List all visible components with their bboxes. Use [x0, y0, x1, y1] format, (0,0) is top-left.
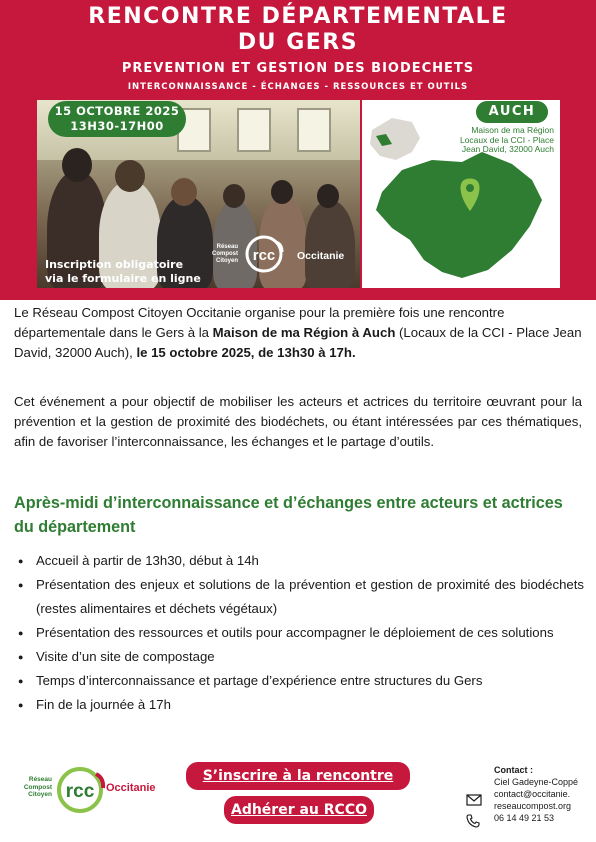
- page-title-line1: RENCONTRE DÉPARTEMENTALE: [88, 4, 508, 29]
- section-heading: Après-midi d’interconnaissance et d’échanges entre acteurs et actrices du département: [14, 494, 563, 536]
- agenda-list: [14, 549, 584, 717]
- list-item: ● Visite d’un site de compostage: [14, 645, 584, 669]
- page-subtitle: PREVENTION ET GESTION DES BIODECHETS: [121, 61, 475, 76]
- intro-paragraph: Le Réseau Compost Citoyen Occitanie organise pour la première fois une rencontre départementale dans le Gers à la Maison de ma Région à Auch (Locaux de la CCI - Place Jean David, 32000 Auch), le 15 octobre 2025, de 13h30 à 17h.: [14, 305, 582, 360]
- svg-text:rcc: rcc: [65, 781, 95, 802]
- contact-name: Ciel Gadeyne-Coppé: [494, 777, 579, 787]
- venue-name: Maison de ma Région à Auch: [212, 325, 396, 340]
- page-title-line2: DU GERS: [237, 30, 359, 55]
- photo-head: [271, 180, 293, 204]
- footer-logo-network-name: Réseau Compost Citoyen: [23, 776, 52, 798]
- photo-head: [171, 178, 197, 206]
- phone-icon: [466, 814, 480, 828]
- list-item: ● Présentation des ressources et outils pour accompagner le déploiement de ces solutions: [14, 621, 584, 645]
- page-tagline: INTERCONNAISSANCE - ÉCHANGES - RESSOURCES ET OUTILS: [127, 82, 469, 92]
- envelope-icon: [466, 794, 482, 806]
- rcc-logo-icon: [54, 764, 110, 816]
- svg-text:rcc: rcc: [252, 247, 276, 264]
- list-item: ● Présentation des enjeux et solutions de la prévention et gestion de proximité des biodéchets (restes alimentaires et déchets végétaux): [14, 573, 584, 621]
- objective-paragraph: Cet événement a pour objectif de mobiliser les acteurs et actrices du territoire œuvrant pour la prévention et la gestion de proximité des biodéchets, ou étant intéressées par ces thématiques, afin de favoriser l’interconnaissance, les échanges et le partage d’outils.: [14, 394, 582, 449]
- rcc-logo-icon: [242, 234, 286, 274]
- footer-logo-region: Occitanie: [106, 782, 156, 794]
- list-item: ● Fin de la journée à 17h: [14, 693, 584, 717]
- registration-line2: via le formulaire en ligne: [45, 272, 201, 285]
- event-datetime: le 15 octobre 2025, de 13h30 à 17h.: [136, 345, 356, 360]
- photo-head: [115, 160, 145, 192]
- contact-email-line1[interactable]: contact@occitanie.: [494, 789, 571, 799]
- city-badge: AUCH: [476, 101, 548, 123]
- join-button[interactable]: Adhérer au RCCO: [224, 796, 374, 824]
- photo-person: [305, 200, 355, 288]
- event-address: Maison de ma Région Locaux de la CCI - Place Jean David, 32000 Auch: [459, 125, 554, 154]
- photo-window: [237, 108, 271, 152]
- contact-heading: Contact :: [494, 765, 533, 775]
- logo-network-name: Réseau Compost Citoyen: [212, 244, 238, 264]
- event-date-badge: [48, 101, 186, 137]
- registration-note: [45, 258, 201, 286]
- photo-head: [317, 184, 339, 208]
- list-item: ● Temps d’interconnaissance et partage d’expérience entre structures du Gers: [14, 669, 584, 693]
- list-item: ● Accueil à partir de 13h30, début à 14h: [14, 549, 584, 573]
- event-date: 15 OCTOBRE 2025: [54, 104, 180, 118]
- register-button[interactable]: S’inscrire à la rencontre: [186, 762, 410, 790]
- photo-head: [223, 184, 245, 208]
- footer-logo: [16, 762, 176, 822]
- event-time: 13H30-17H00: [70, 119, 164, 133]
- contact-block: [466, 764, 590, 824]
- registration-line1: Inscription obligatoire: [45, 258, 184, 271]
- photo-window: [297, 108, 331, 152]
- contact-phone: 06 14 49 21 53: [494, 813, 555, 823]
- contact-email-line2[interactable]: reseaucompost.org: [494, 801, 572, 811]
- logo-region: Occitanie: [297, 250, 345, 262]
- photo-head: [62, 148, 92, 182]
